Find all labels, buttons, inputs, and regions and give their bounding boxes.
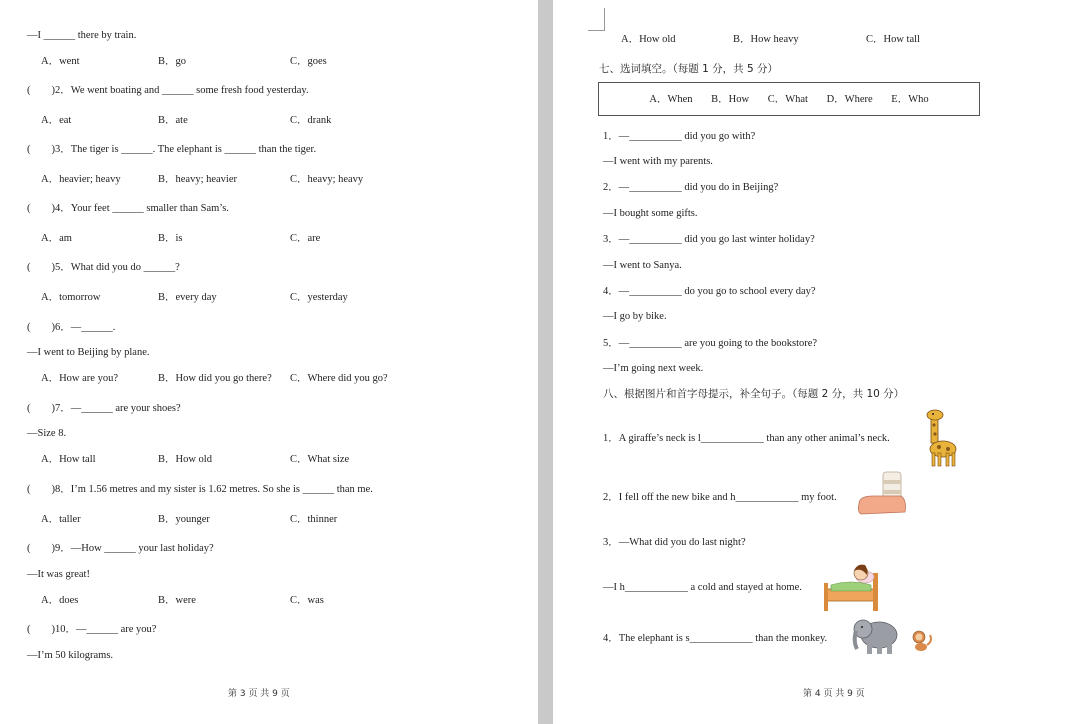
q6-reply: —I went to Beijing by plane. <box>27 347 150 358</box>
q10-stem: ( )10．—______ are you? <box>27 624 157 635</box>
q9-reply: —It was great! <box>27 569 90 580</box>
picture-q1: 1．A giraffe’s neck is l____________ than any other animal’s neck. <box>603 433 890 444</box>
q4-stem: ( )4．Your feet ______ smaller than Sam’s. <box>27 203 229 214</box>
q1-option-c: C．goes <box>290 56 327 67</box>
fill-q5: 5．—__________ are you going to the bookstore? <box>603 338 818 349</box>
q5-option-c: C．yesterday <box>290 292 348 303</box>
q1-option-b: B．go <box>158 56 187 67</box>
q6-stem: ( )6．—______. <box>27 322 116 333</box>
q3-option-b: B．heavy; heavier <box>158 174 238 185</box>
fill-a2: —I bought some gifts. <box>603 208 698 219</box>
word-option-c: C．What <box>767 94 808 105</box>
word-option-d: D．Where <box>826 94 873 105</box>
section-7-title: 七、选词填空。（每题 1 分，共 5 分） <box>599 63 778 75</box>
exam-page-4 <box>553 0 1080 724</box>
q1-reply-line: —I ______ there by train. <box>27 30 137 41</box>
q9-option-c: C．was <box>290 595 324 606</box>
picture-q2: 2．I fell off the new bike and h____________ my foot. <box>603 492 837 503</box>
q5-stem: ( )5．What did you do ______? <box>27 262 180 273</box>
q6-option-a: A．How are you? <box>41 373 118 384</box>
q9-option-a: A．does <box>41 595 79 606</box>
q4-option-b: B．is <box>158 233 183 244</box>
q9-stem: ( )9．—How ______ your last holiday? <box>27 543 214 554</box>
q10-option-c: C．How tall <box>866 34 920 45</box>
q4-option-a: A．am <box>41 233 72 244</box>
fill-q2: 2．—__________ did you do in Beijing? <box>603 182 779 193</box>
giraffe-icon <box>921 409 959 467</box>
exam-page-3 <box>0 0 538 724</box>
fill-q4: 4．—__________ do you go to school every day? <box>603 286 816 297</box>
q7-stem: ( )7．—______ are your shoes? <box>27 403 181 414</box>
q6-option-c: C．Where did you go? <box>290 373 388 384</box>
q2-option-a: A．eat <box>41 115 72 126</box>
page-gutter <box>538 0 553 724</box>
word-option-a: A．When <box>649 94 693 105</box>
q7-option-b: B．How old <box>158 454 212 465</box>
q5-option-b: B．every day <box>158 292 217 303</box>
page-corner-mark <box>588 8 605 31</box>
elephant-monkey-icon <box>851 615 933 657</box>
q3-option-a: A．heavier; heavy <box>41 174 121 185</box>
q2-option-b: B．ate <box>158 115 188 126</box>
sick-girl-icon <box>821 555 881 613</box>
q6-option-b: B．How did you go there? <box>158 373 272 384</box>
section-8-title: 八、根据图片和首字母提示，补全句子。（每题 2 分，共 10 分） <box>603 388 905 400</box>
picture-q4: 4．The elephant is s____________ than the monkey. <box>603 633 828 644</box>
picture-q3: 3．—What did you do last night? <box>603 537 746 548</box>
fill-q1: 1．—__________ did you go with? <box>603 131 756 142</box>
injured-foot-icon <box>853 470 911 518</box>
q7-option-a: A．How tall <box>41 454 96 465</box>
page-footer-4: 第 4 页 共 9 页 <box>803 689 865 699</box>
q3-option-c: C．heavy; heavy <box>290 174 364 185</box>
word-option-e: E．Who <box>891 94 929 105</box>
q10-reply: —I’m 50 kilograms. <box>27 650 114 661</box>
page-footer-3: 第 3 页 共 9 页 <box>228 689 290 699</box>
fill-a1: —I went with my parents. <box>603 156 713 167</box>
word-option-b: B．How <box>711 94 750 105</box>
fill-a5: —I’m going next week. <box>603 363 704 374</box>
fill-a3: —I went to Sanya. <box>603 260 682 271</box>
q9-option-b: B．were <box>158 595 196 606</box>
q8-option-a: A．taller <box>41 514 81 525</box>
fill-a4: —I go by bike. <box>603 311 667 322</box>
q1-option-a: A．went <box>41 56 80 67</box>
word-bank-box <box>598 82 980 116</box>
q8-option-c: C．thinner <box>290 514 338 525</box>
q8-stem: ( )8．I’m 1.56 metres and my sister is 1.62 metres. So she is ______ than me. <box>27 484 373 495</box>
q7-reply: —Size 8. <box>27 428 67 439</box>
q7-option-c: C．What size <box>290 454 350 465</box>
fill-q3: 3．—__________ did you go last winter holiday? <box>603 234 815 245</box>
q10-option-a: A．How old <box>621 34 676 45</box>
q2-stem: ( )2．We went boating and ______ some fresh food yesterday. <box>27 85 309 96</box>
picture-q3-answer: —I h____________ a cold and stayed at home. <box>603 582 802 593</box>
q5-option-a: A．tomorrow <box>41 292 101 303</box>
q3-stem: ( )3．The tiger is ______. The elephant is ______ than the tiger. <box>27 144 317 155</box>
q4-option-c: C．are <box>290 233 321 244</box>
q8-option-b: B．younger <box>158 514 210 525</box>
q2-option-c: C．drank <box>290 115 332 126</box>
q10-option-b: B．How heavy <box>733 34 799 45</box>
